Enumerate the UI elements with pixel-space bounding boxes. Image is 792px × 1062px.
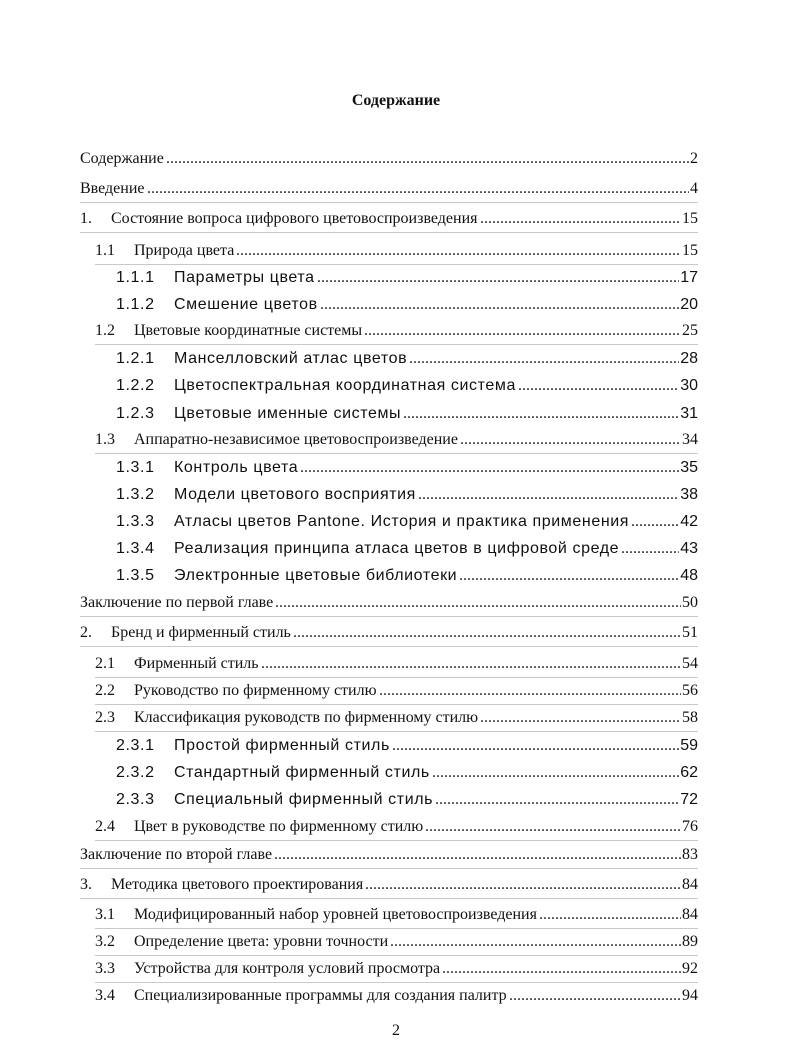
toc-entry-number: 2.4 <box>95 818 115 835</box>
toc-dot-leader <box>364 320 681 342</box>
toc-entry[interactable] <box>0 178 792 200</box>
toc-divider <box>95 344 698 345</box>
toc-entry-page: 38 <box>680 486 698 503</box>
toc-entry-title: Специализированные программы для создания палитр <box>134 987 507 1004</box>
toc-entry-title: Модифицированный набор уровней цветовоспроизведения <box>134 906 537 923</box>
toc-entry-number: 2.2 <box>95 682 115 699</box>
toc-entry-title: Модели цветового восприятия <box>174 486 416 503</box>
toc-entry-number: 2.3.2 <box>116 764 155 781</box>
toc-entry-number: 2.1 <box>95 655 115 672</box>
toc-entry-number: 1.3 <box>95 431 115 448</box>
toc-entry-number: 3.4 <box>95 987 115 1004</box>
toc-dot-leader <box>379 680 681 702</box>
toc-entry-title: Простой фирменный стиль <box>174 737 390 754</box>
toc-dot-leader <box>261 653 681 675</box>
toc-entry-number: 2. <box>80 624 92 641</box>
toc-entry-page: 31 <box>680 405 698 422</box>
toc-divider <box>95 677 698 678</box>
toc-dot-leader <box>317 267 679 289</box>
toc-dot-leader <box>435 789 679 811</box>
toc-entry-number: 3.1 <box>95 906 115 923</box>
toc-entry[interactable] <box>0 622 792 644</box>
toc-entry-page: 35 <box>680 459 698 476</box>
toc-entry-title: Классификация руководств по фирменному стилю <box>134 709 479 726</box>
toc-dot-leader <box>390 931 681 953</box>
toc-entry-page: 54 <box>682 655 698 672</box>
toc-entry[interactable] <box>0 484 792 506</box>
toc-entry[interactable] <box>0 403 792 425</box>
toc-entry-number: 1.3.5 <box>116 567 155 584</box>
toc-dot-leader <box>274 844 681 866</box>
toc-entry[interactable] <box>0 653 792 675</box>
toc-entry[interactable] <box>0 816 792 838</box>
toc-entry-title: Манселловский атлас цветов <box>174 350 408 367</box>
toc-entry-page: 28 <box>680 350 698 367</box>
toc-entry[interactable] <box>0 985 792 1007</box>
toc-entry-number: 1. <box>80 210 92 227</box>
toc-entry-page: 51 <box>682 624 698 641</box>
toc-entry-title: Специальный фирменный стиль <box>174 791 434 808</box>
toc-divider <box>80 868 698 869</box>
toc-dot-leader <box>442 958 681 980</box>
toc-entry[interactable] <box>0 931 792 953</box>
toc-divider <box>95 928 698 929</box>
toc-entry-title: Природа цвета <box>134 242 235 259</box>
toc-entry-number: 1.2.3 <box>116 405 155 422</box>
toc-entry[interactable] <box>0 735 792 757</box>
toc-entry-page: 50 <box>682 594 698 611</box>
toc-entry-number: 1.3.1 <box>116 459 155 476</box>
toc-entry[interactable] <box>0 565 792 587</box>
toc-entry-title: Контроль цвета <box>174 459 299 476</box>
toc-entry-number: 1.3.3 <box>116 513 155 530</box>
toc-dot-leader <box>432 762 679 784</box>
toc-dot-leader <box>147 178 689 200</box>
toc-entry-page: 84 <box>682 906 698 923</box>
toc-dot-leader <box>509 985 681 1007</box>
toc-entry-page: 17 <box>680 269 698 286</box>
toc-dot-leader <box>621 538 679 560</box>
toc-entry-number: 3.2 <box>95 933 115 950</box>
toc-entry[interactable] <box>0 294 792 316</box>
toc-entry-number: 1.1 <box>95 242 115 259</box>
toc-entry-number: 2.3 <box>95 709 115 726</box>
toc-entry-page: 58 <box>682 709 698 726</box>
toc-dot-leader <box>631 511 679 533</box>
page-number: 2 <box>392 1022 400 1039</box>
toc-divider <box>80 202 698 203</box>
toc-entry-page: 30 <box>680 377 698 394</box>
toc-divider <box>95 982 698 983</box>
toc-divider <box>95 955 698 956</box>
toc-entry-page: 76 <box>682 818 698 835</box>
toc-entry-title: Руководство по фирменному стилю <box>134 682 377 699</box>
toc-entry[interactable] <box>0 538 792 560</box>
toc-entry-title: Реализация принципа атласа цветов в цифровой среде <box>174 540 620 557</box>
toc-entry-number: 1.3.2 <box>116 486 155 503</box>
toc-divider <box>95 264 698 265</box>
toc-entry-title: Введение <box>80 180 145 197</box>
toc-entry-page: 43 <box>680 540 698 557</box>
toc-entry-title: Заключение по первой главе <box>80 594 274 611</box>
toc-dot-leader <box>480 208 681 230</box>
toc-entry[interactable] <box>0 789 792 811</box>
toc-entry-page: 83 <box>682 846 698 863</box>
toc-entry-number: 2.3.3 <box>116 791 155 808</box>
toc-entry-number: 2.3.1 <box>116 737 155 754</box>
toc-dot-leader <box>166 148 689 170</box>
toc-dot-leader <box>403 403 679 425</box>
toc-dot-leader <box>539 904 681 926</box>
toc-entry-number: 1.3.4 <box>116 540 155 557</box>
toc-dot-leader <box>418 484 679 506</box>
toc-entry-title: Смешение цветов <box>174 296 318 313</box>
toc-entry[interactable] <box>0 874 792 896</box>
toc-entry-page: 34 <box>682 431 698 448</box>
toc-divider <box>95 840 698 841</box>
toc-entry-page: 84 <box>682 876 698 893</box>
toc-entry-page: 15 <box>682 242 698 259</box>
toc-entry-title: Электронные цветовые библиотеки <box>174 567 458 584</box>
toc-entry-title: Цветовые координатные системы <box>134 322 363 339</box>
toc-entry-page: 92 <box>682 960 698 977</box>
toc-entry-title: Цветовые именные системы <box>174 405 402 422</box>
toc-entry[interactable] <box>0 762 792 784</box>
toc-dot-leader <box>293 622 681 644</box>
page-title: Содержание <box>351 92 441 109</box>
toc-dot-leader <box>480 707 681 729</box>
toc-dot-leader <box>425 816 681 838</box>
toc-entry[interactable] <box>0 240 792 262</box>
toc-dot-leader <box>300 457 679 479</box>
toc-entry-page: 62 <box>680 764 698 781</box>
toc-entry-title: Методика цветового проектирования <box>111 876 364 893</box>
toc-entry[interactable] <box>0 375 792 397</box>
toc-entry[interactable] <box>0 429 792 451</box>
toc-dot-leader <box>365 874 681 896</box>
toc-dot-leader <box>460 429 681 451</box>
toc-entry[interactable] <box>0 904 792 926</box>
toc-entry-page: 42 <box>680 513 698 530</box>
toc-entry-number: 1.1.1 <box>116 269 155 286</box>
toc-entry-number: 1.2.1 <box>116 350 155 367</box>
toc-dot-leader <box>275 592 681 614</box>
toc-entry-number: 3.3 <box>95 960 115 977</box>
toc-divider <box>95 731 698 732</box>
toc-entry-number: 1.1.2 <box>116 296 155 313</box>
toc-dot-leader <box>392 735 679 757</box>
toc-entry-title: Фирменный стиль <box>134 655 259 672</box>
toc-entry-title: Цвет в руководстве по фирменному стилю <box>134 818 424 835</box>
toc-entry[interactable] <box>0 320 792 342</box>
toc-divider <box>95 704 698 705</box>
toc-divider <box>80 646 698 647</box>
toc-entry-title: Состояние вопроса цифрового цветовоспроизведения <box>111 210 478 227</box>
toc-entry-title: Стандартный фирменный стиль <box>174 764 430 781</box>
toc-entry[interactable] <box>0 958 792 980</box>
toc-dot-leader <box>459 565 679 587</box>
toc-dot-leader <box>409 348 679 370</box>
toc-entry-page: 4 <box>690 180 698 197</box>
toc-divider <box>80 232 698 233</box>
toc-entry-title: Цветоспектральная координатная система <box>174 377 516 394</box>
toc-entry-title: Бренд и фирменный стиль <box>111 624 291 641</box>
toc-entry-page: 72 <box>680 791 698 808</box>
toc-entry-title: Атласы цветов Pantone. История и практика применения <box>174 513 630 530</box>
toc-entry[interactable] <box>0 707 792 729</box>
toc-entry[interactable] <box>0 592 792 614</box>
toc-entry-page: 56 <box>682 682 698 699</box>
toc-entry[interactable] <box>0 148 792 170</box>
toc-entry-page: 15 <box>682 210 698 227</box>
toc-entry[interactable] <box>0 208 792 230</box>
toc-entry-page: 48 <box>680 567 698 584</box>
toc-entry-number: 3. <box>80 876 92 893</box>
toc-dot-leader <box>320 294 679 316</box>
toc-entry-page: 94 <box>682 987 698 1004</box>
toc-entry-page: 2 <box>690 150 698 167</box>
toc-entry-page: 89 <box>682 933 698 950</box>
toc-entry-page: 20 <box>680 296 698 313</box>
toc-divider <box>80 616 698 617</box>
toc-entry-title: Определение цвета: уровни точности <box>134 933 389 950</box>
toc-entry-page: 59 <box>680 737 698 754</box>
toc-dot-leader <box>236 240 681 262</box>
toc-entry-number: 1.2.2 <box>116 377 155 394</box>
toc-entry-title: Содержание <box>80 150 164 167</box>
toc-entry-title: Аппаратно-независимое цветовоспроизведение <box>134 431 458 448</box>
toc-divider <box>95 453 698 454</box>
toc-entry-title: Устройства для контроля условий просмотра <box>134 960 441 977</box>
toc-entry[interactable] <box>0 680 792 702</box>
toc-entry-page: 25 <box>682 322 698 339</box>
toc-entry[interactable] <box>0 457 792 479</box>
toc-entry-number: 1.2 <box>95 322 115 339</box>
toc-entry[interactable] <box>0 267 792 289</box>
toc-entry[interactable] <box>0 348 792 370</box>
toc-entry-title: Заключение по второй главе <box>80 846 273 863</box>
toc-divider <box>80 898 698 899</box>
toc-entry[interactable] <box>0 844 792 866</box>
toc-entry[interactable] <box>0 511 792 533</box>
toc-dot-leader <box>518 375 679 397</box>
toc-entry-title: Параметры цвета <box>174 269 315 286</box>
